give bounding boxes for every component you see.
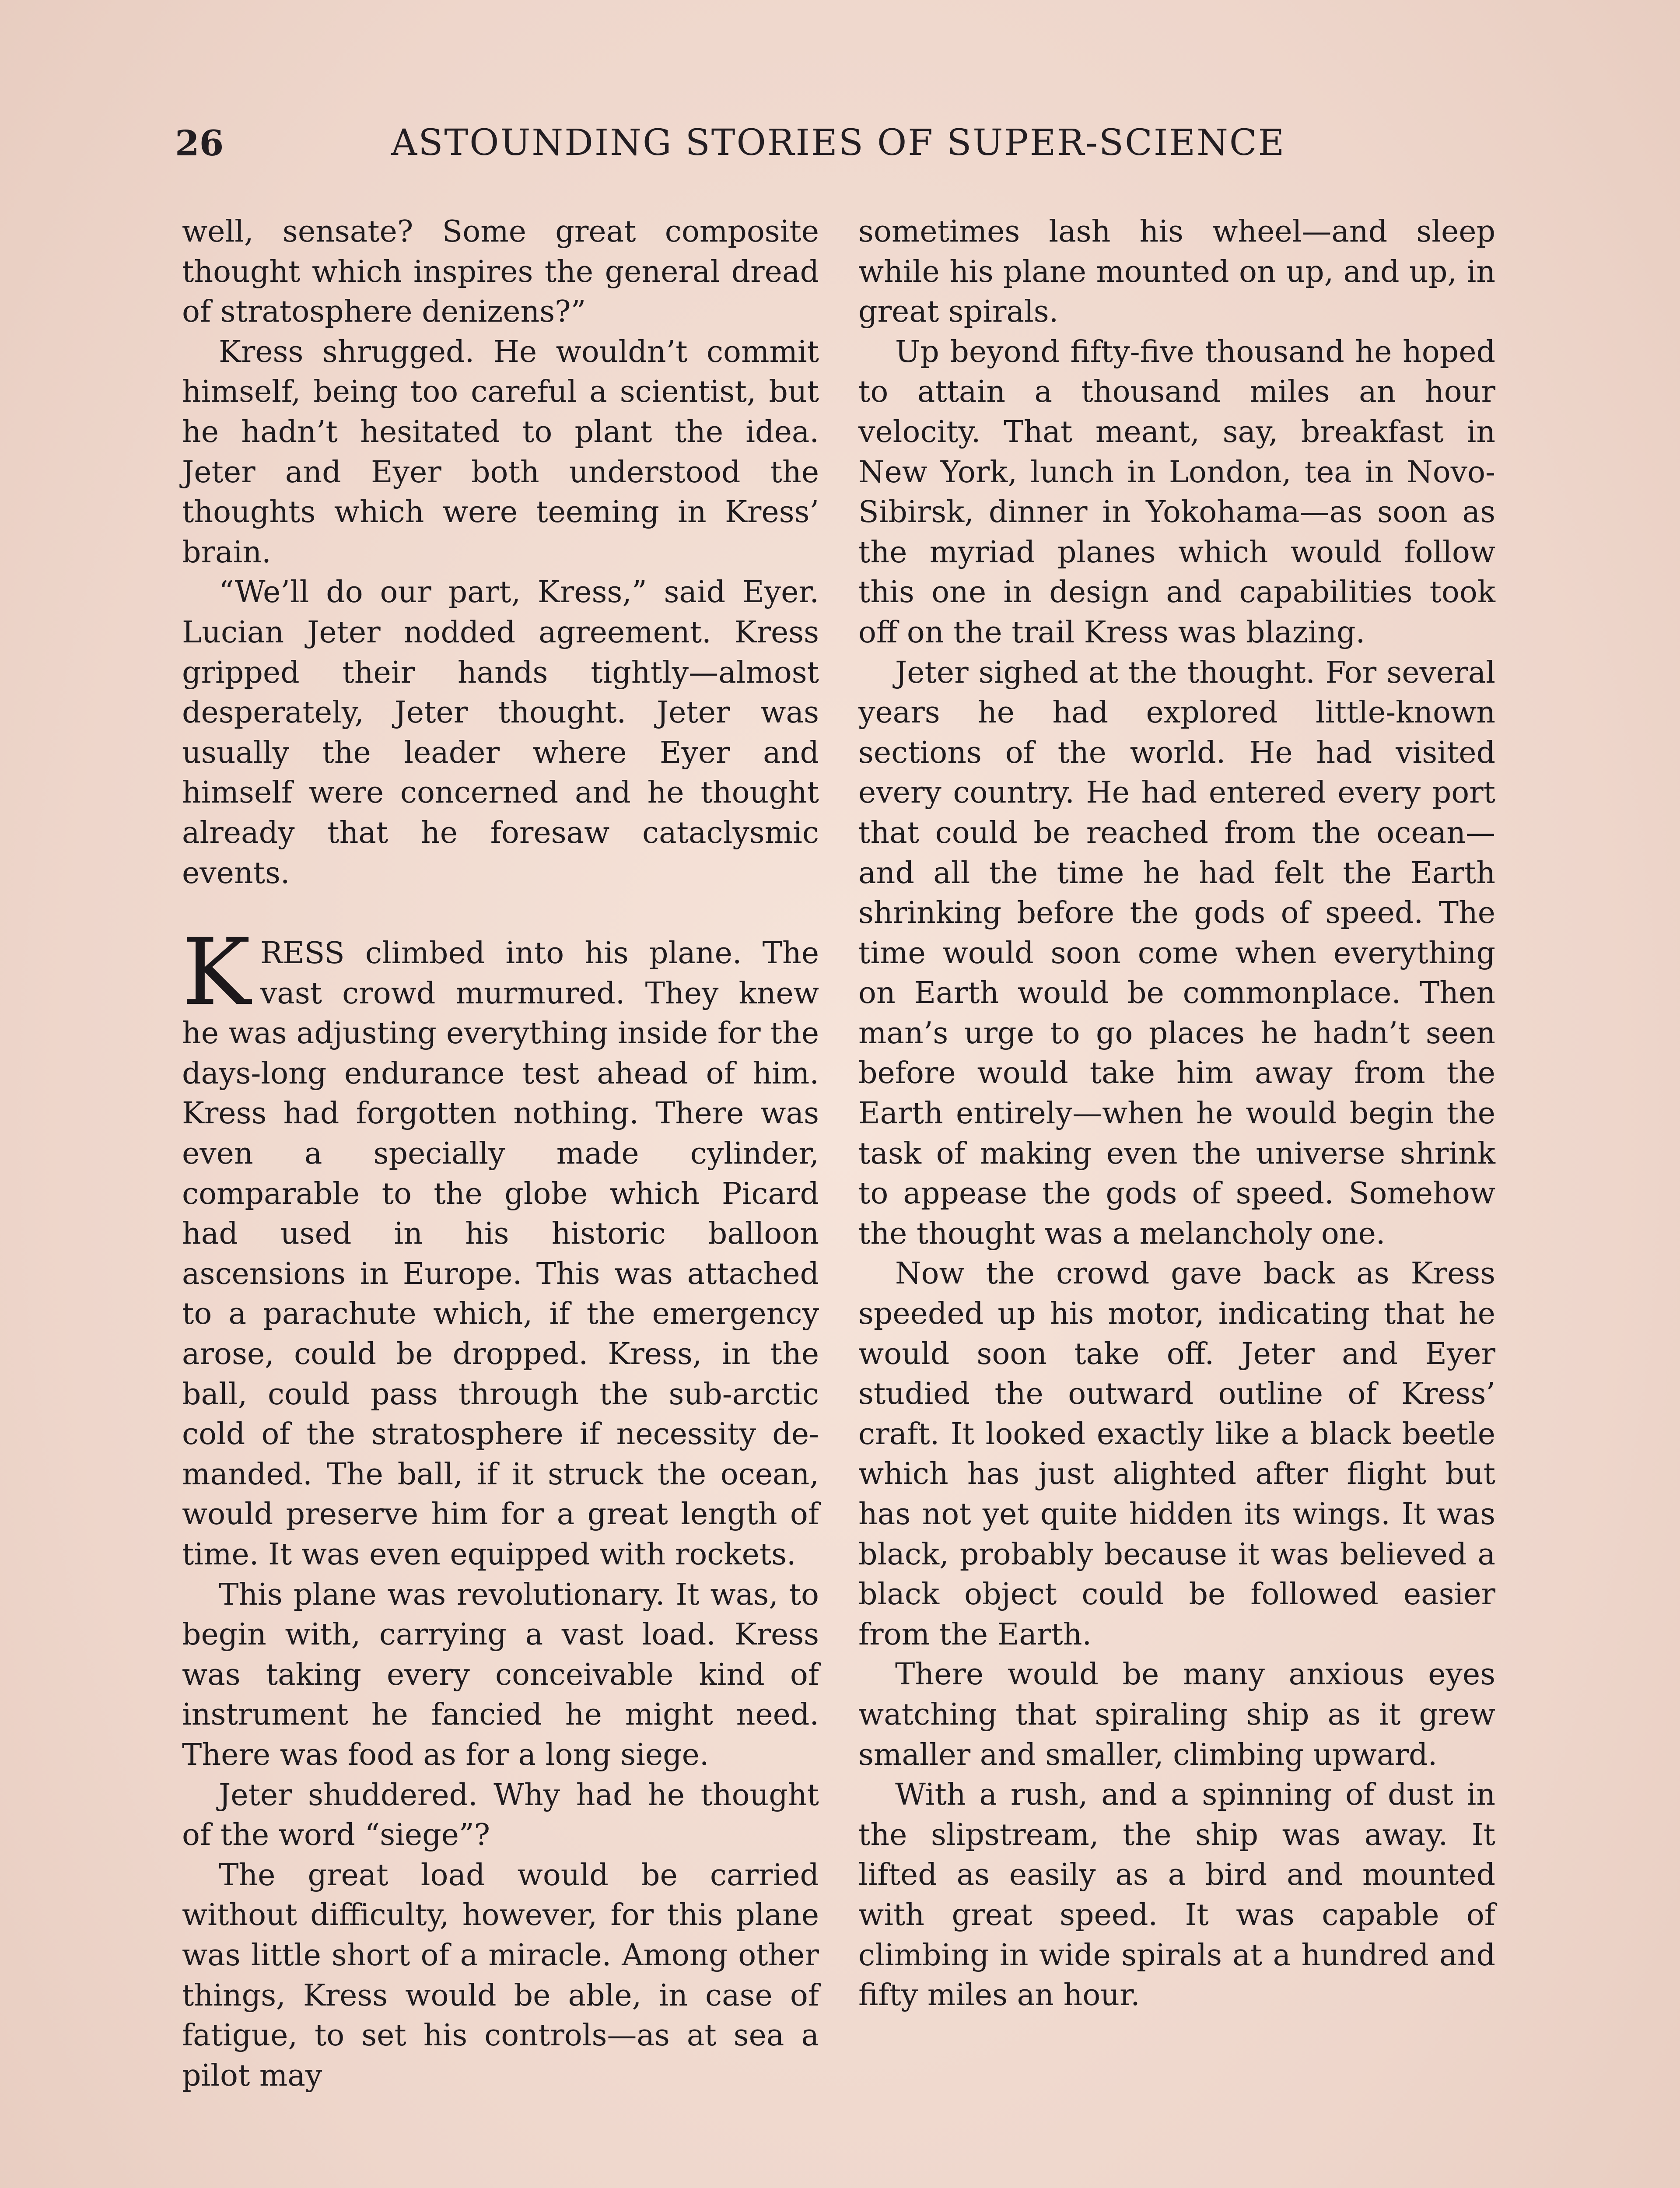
paragraph: The great load would be carried without difficulty, however, for this plane was little short of a miracle. Among other things, Kress would be able, in case of fatigue, to set his controls—as at sea a pilot may [182,1858,819,2093]
section-opening-paragraph [182,919,819,1575]
right-column [858,212,1495,2016]
paragraph: There would be many anxious eyes watching that spiraling ship as it grew smaller and smaller, climbing upward. [858,1657,1495,1772]
paragraph: “We’ll do our part, Kress,” said Eyer. Lucian Jeter nodded agreement. Kress gripped their hands tightly—almost desperately, Jeter thought. Jeter was usually the leader where Eyer and himself were concerned and he thought already that he foresaw cataclysmic events. [182,575,819,891]
paragraph: This plane was revolutionary. It was, to begin with, carrying a vast load. Kress was taking every conceivable kind of instrument he fancied he might need. There was food as for a long siege. [182,1577,819,1772]
paragraph: Kress shrugged. He wouldn’t commit himself, being too careful a scientist, but he hadn’t hesitated to plant the idea. Jeter and Eyer both understood the thoughts which were teeming in Kress’ brain. [182,334,819,570]
left-column [182,212,819,2096]
page-number: 26 [175,123,224,164]
page-header [175,119,1522,167]
drop-cap: K [182,919,251,1026]
paragraph: Jeter sighed at the thought. For several years he had explored little-known sections of the world. He had visited every country. He had entered every port that could be reached from the ocean—and all the time he had felt the Earth shrinking before the gods of speed. The time would soon come when everything on Earth would be commonplace. Then man’s urge to go places he hadn’t seen before would take him away from the Earth entirely—when he would begin the task of making even the universe shrink to appease the gods of speed. Somehow the thought was a melancholy one. [858,655,1495,1251]
paragraph: Now the crowd gave back as Kress speeded up his motor, indicating that he would soon take off. Jeter and Eyer studied the outward outline of Kress’ craft. It looked exactly like a black beetle which has just alighted after flight but has not yet quite hidden its wings. It was black, probably because it was believed a black object could be followed easier from the Earth. [858,1256,1495,1652]
paragraph: With a rush, and a spinning of dust in the slipstream, the ship was away. It lifted as easily as a bird and mounted with great speed. It was capable of climbing in wide spirals at a hundred and fifty miles an hour. [858,1778,1495,2013]
paragraph: well, sensate? Some great composite thought which inspires the general dread of stratosphere denizens?” [182,214,819,330]
paragraph: sometimes lash his wheel—and sleep while his plane mounted on up, and up, in great spirals. [858,214,1495,330]
paragraph: Up beyond fifty-five thousand he hoped to attain a thousand miles an hour velocity. That meant, say, breakfast in New York, lunch in London, tea in Novo-Sibirsk, dinner in Yokohama—as soon as the myriad planes which would follow this one in design and capabilities took off on the trail Kress was blazing. [858,334,1495,650]
running-title: ASTOUNDING STORIES OF SUPER-SCIENCE [391,122,1286,164]
paragraph-text: RESS climbed into his plane. The vast crowd murmured. They knew he was adjusting everything inside for the days-long endurance test ahead of him. Kress had forgotten nothing. There was even a specially made cylinder, comparable to the globe which Picard had used in his historic balloon ascensions in Europe. This was attached to a parachute which, if the emergency arose, could be dropped. Kress, in the ball, could pass through the sub-arctic cold of the stratosphere if necessity demanded. The ball, if it struck the ocean, would preserve him for a great length of time. It was even equipped with rockets. [182,936,819,1572]
paragraph: Jeter shuddered. Why had he thought of the word “siege”? [182,1778,819,1853]
